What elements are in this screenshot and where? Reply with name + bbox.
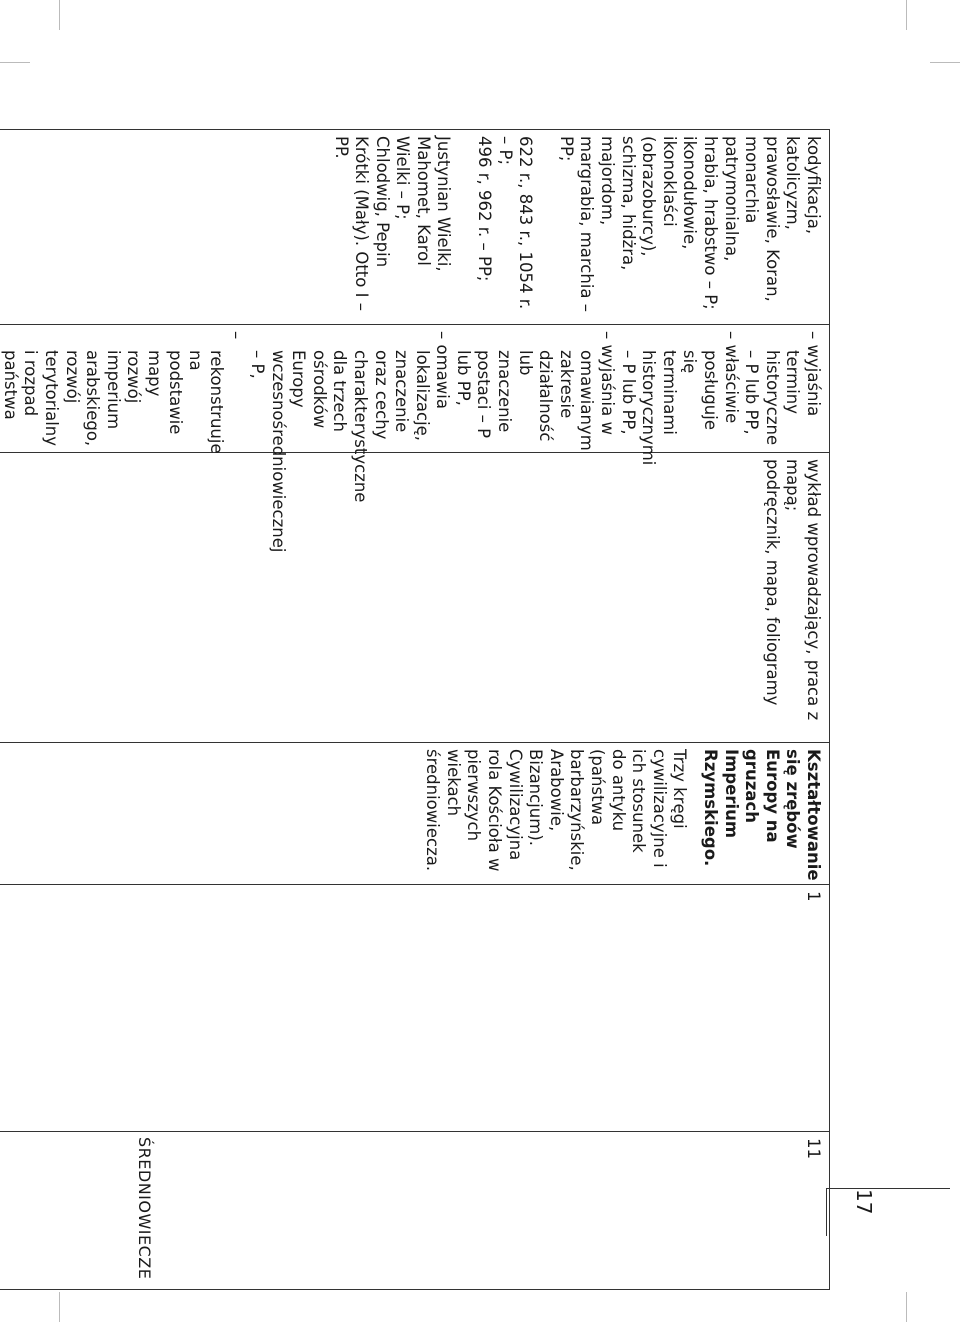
curriculum-table <box>0 129 830 1290</box>
requirements-cell <box>0 325 830 553</box>
terms-extended: ikonodułowie, ikonoklaści (obrazoburcy), schizma, hidżra, majordom, margrabia, marchia – PP; <box>556 136 700 313</box>
topic-title: Kształtowanie się zrębów Europy na gruzach Imperium Rzymskiego. <box>701 749 823 881</box>
crop-mark <box>0 62 30 63</box>
list-item: – właściwie posługuje się terminami historycznymi – P lub PP, <box>618 331 741 466</box>
requirements-list <box>0 331 823 553</box>
dates-basic: 622 r., 843 r., 1054 r. – P; <box>495 136 536 310</box>
table-row <box>0 130 830 1290</box>
dates-extended: 496 r, 962 r. – PP; <box>475 136 495 282</box>
page-number: 17 <box>852 1189 876 1215</box>
page-number-rule <box>826 1188 827 1236</box>
list-item: – rekonstruuje na podstawie mapy rozwój imperium arabskiego, rozwój terytorialny i rozpad państwa <box>0 331 247 454</box>
methods-cell <box>0 453 830 743</box>
section-label: ŚREDNIOWIECZE <box>135 1137 154 1280</box>
page-number-block <box>826 1188 950 1236</box>
crop-mark <box>906 0 907 30</box>
crop-mark <box>930 62 960 63</box>
lesson-number-cell <box>0 1132 830 1290</box>
hours-value: 1 <box>804 891 823 902</box>
persons-basic: Justynian Wielki, Mahomet, Karol Wielki – P; <box>393 136 454 272</box>
teaching-aids-text: podręcznik, mapa, foliogramy <box>762 459 782 706</box>
crop-mark <box>906 1292 907 1322</box>
list-item: – omawia lokalizację, znaczenie oraz cechy charakterystyczne dla trzech ośrodków Europy wczesnośredniowiecznej – P, <box>247 331 453 553</box>
topic-cell <box>0 743 830 885</box>
page-number-rule-horizontal <box>826 1188 950 1189</box>
crop-mark <box>59 1292 60 1322</box>
crop-mark <box>59 0 60 30</box>
hours-cell <box>0 885 830 1132</box>
list-item: – wyjaśnia w omawianym zakresie działalność lub znaczenie postaci – P lub PP, <box>453 331 618 451</box>
topic-description: Trzy kręgi cywilizacyjne i ich stosunek do antyku (państwa barbarzyńskie, Arabowie, Bizancjum). Cywilizacyjna rola Kościoła w pierwszych wiekach średniowiecza. <box>423 749 690 872</box>
terms-cell <box>0 130 830 325</box>
terms-basic: kodyfikacja, katolicyzm, prawosławie, Koran, monarchia patrymonialna, hrabia, hrabstwo – P; <box>701 136 823 310</box>
methods-text: wykład wprowadzający, praca z mapą; <box>783 459 823 721</box>
section-label-box <box>128 1129 172 1322</box>
lesson-number: 11 <box>804 1138 823 1159</box>
persons-extended: Chlodwig, Pepin Krótki (Mały). Otto I – PP. <box>331 136 392 311</box>
list-item: – wyjaśnia terminy historyczne – P lub PP, <box>742 331 823 446</box>
